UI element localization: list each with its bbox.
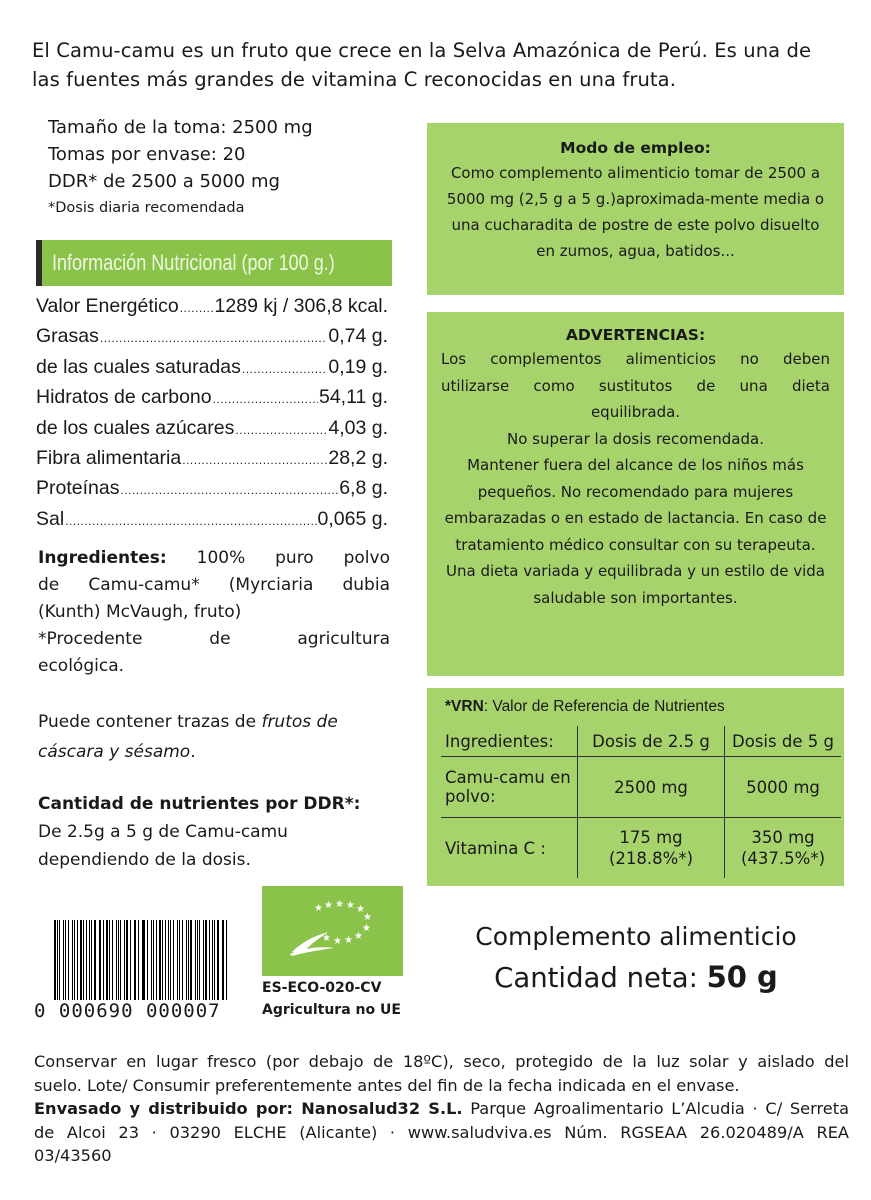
svg-text:★: ★ (324, 900, 333, 911)
nutrition-header-title: Información Nutricional (por 100 g.) (52, 250, 335, 275)
barcode-number: 0 000690 000007 (34, 1000, 221, 1022)
vrn-row (441, 818, 841, 879)
distributor-address-1: Parque Agroalimentario L’Alcudia · C/ Serreta (462, 1099, 849, 1118)
ingredients-text-1: 100% puro polvo (166, 548, 390, 568)
vrn-title-rest: : Valor de Referencia de Nutrientes (483, 698, 725, 715)
warning-1-line-2: utilizarse como sustitutos de una dieta (441, 376, 830, 395)
vrn-row-dose-2 (725, 818, 842, 879)
nutrition-value: 28,2 g. (328, 446, 388, 469)
barcode-bar (100, 920, 101, 1000)
vrn-row-label: Camu-camu en polvo: (441, 757, 578, 818)
net-quantity (428, 960, 844, 994)
svg-text:★: ★ (322, 933, 331, 944)
barcode-bar (153, 920, 154, 1000)
barcode-bar (203, 920, 204, 1000)
traces-line-1 (38, 707, 390, 737)
dose-info (48, 114, 313, 221)
usage-body: Como complemento alimenticio tomar de 2500 a 5000 mg (2,5 g a 5 g.)aproximada-mente media o una cucharadita de postre de este polvo disuelto en zumos, agua, batidos... (446, 164, 825, 260)
footer-line-5: 03/43560 (34, 1146, 112, 1165)
vrn-row (441, 757, 841, 818)
traces-prefix: Puede contener trazas de (38, 712, 262, 732)
nutrition-label: de los cuales azúcares (36, 416, 235, 439)
barcode-bar (135, 920, 136, 1000)
barcode-bar (217, 920, 219, 1000)
nutrition-value: 4,03 g. (328, 416, 388, 439)
barcode-bar (165, 920, 166, 1000)
svg-text:★: ★ (354, 931, 363, 942)
distributor-name: Envasado y distribuido por: Nanosalud32 S.L. (34, 1099, 463, 1118)
barcode-bar (74, 920, 75, 1000)
barcode-bar (209, 920, 210, 1000)
barcode-bar (170, 920, 171, 1000)
vrn-row-dose-1 (578, 818, 725, 879)
ingredients-line-4: *Procedente de agricultura (38, 629, 390, 649)
traces-suffix: . (190, 742, 196, 762)
nutrition-label: Grasas (36, 325, 99, 348)
barcode-bar (89, 920, 90, 1000)
barcode-bar (124, 920, 125, 1000)
nutrition-value: 0,19 g. (328, 355, 388, 378)
nutrition-label: Sal (36, 507, 65, 530)
svg-text:★: ★ (362, 923, 371, 934)
barcode-bar (120, 920, 121, 1000)
vrn-box (427, 688, 844, 886)
vrn-header-dose-1: Dosis de 2.5 g (578, 726, 725, 757)
intro-line-1: El Camu-camu es un fruto que crece en la Selva Amazónica de Perú. Es una de (32, 39, 812, 62)
barcode-bar (173, 920, 174, 1000)
nutrition-row (36, 295, 388, 325)
nutrition-value: 0,065 g. (317, 507, 388, 530)
svg-text:★: ★ (314, 903, 323, 914)
barcode-bar (118, 920, 119, 1000)
nutrition-value: 54,11 g. (318, 386, 388, 409)
nutrition-value: 1289 kj / 306,8 kcal. (214, 295, 388, 317)
svg-text:★: ★ (356, 904, 365, 915)
barcode-bar (151, 920, 152, 1000)
barcode-bar (63, 920, 64, 1000)
svg-text:★: ★ (363, 912, 372, 923)
usage-title: Modo de empleo: (560, 139, 711, 157)
allergen-traces (38, 707, 390, 767)
barcode-bar (57, 920, 58, 1000)
dot-leader (182, 453, 327, 467)
barcode-bar (65, 920, 67, 1000)
vrn-percent: (437.5%*) (740, 849, 826, 868)
vrn-row-dose-2: 5000 mg (725, 757, 842, 818)
barcode-bar (222, 920, 223, 1000)
nutrition-value: 0,74 g. (328, 325, 388, 348)
ddr-heading: Cantidad de nutrientes por DDR (38, 794, 345, 814)
barcode-bar (186, 920, 187, 1000)
warning-2: No superar la dosis recomendada. (507, 429, 764, 448)
warning-1-line-3: equilibrada. (590, 403, 681, 421)
barcode-bar (130, 920, 131, 1000)
barcode (54, 920, 230, 1000)
nutrition-row (36, 356, 388, 386)
warning-1-line-1: Los complementos alimenticios no deben (441, 350, 830, 368)
dot-leader (65, 514, 316, 528)
traces-italic-2: cáscara y sésamo (38, 742, 191, 762)
barcode-bar (177, 920, 179, 1000)
svg-text:★: ★ (346, 900, 355, 911)
nutrition-header-bar (36, 240, 42, 286)
barcode-bar (156, 920, 157, 1000)
nutrition-row (36, 386, 388, 416)
vrn-percent: (218.8%*) (608, 849, 694, 868)
nutrition-header (36, 240, 392, 286)
nutrition-row (36, 417, 388, 447)
barcode-bar (205, 920, 207, 1000)
ingredients-line-3: (Kunth) McVaugh, fruto) (38, 602, 242, 622)
net-quantity-label: Cantidad neta: (494, 962, 698, 994)
barcode-bar (109, 920, 110, 1000)
footer-line-4: de Alcoi 23 · 03290 ELCHE (Alicante) · www.saludviva.es Núm. RGSEAA 26.020489/A REA (34, 1122, 849, 1142)
nutrition-row (36, 325, 388, 355)
barcode-bar (126, 920, 128, 1000)
ingredients-line-1 (38, 545, 390, 572)
svg-text:★: ★ (333, 936, 342, 947)
barcode-bar (106, 920, 107, 1000)
ingredients-line-2: de Camu-camu* (Myrciaria dubia (38, 575, 390, 595)
footer-line-3 (34, 1097, 849, 1121)
ddr-heading-suffix: *: (344, 794, 361, 814)
barcode-bar (77, 920, 78, 1000)
ingredients-block (38, 545, 390, 680)
intro-paragraph (32, 36, 847, 94)
barcode-bar (54, 920, 56, 1000)
ingredients-line-5: ecológica. (38, 656, 125, 676)
barcode-bar (68, 920, 69, 1000)
barcode-bar (162, 920, 163, 1000)
barcode-bar (188, 920, 189, 1000)
warning-4: Una dieta variada y equilibrada y un estilo de vida saludable son importantes. (446, 562, 825, 607)
barcode-bar (72, 920, 73, 1000)
barcode-bar (80, 920, 82, 1000)
barcode-bar (199, 920, 200, 1000)
barcode-bar (168, 920, 169, 1000)
barcode-bar (94, 920, 96, 1000)
serving-size: Tamaño de la toma: 2500 mg (48, 117, 313, 138)
barcode-bar (59, 920, 60, 1000)
barcode-bar (195, 920, 196, 1000)
barcode-bar (86, 920, 87, 1000)
barcode-bar (143, 920, 145, 1000)
vrn-title (445, 698, 725, 716)
barcode-bar (99, 920, 100, 1000)
net-quantity-value: 50 g (706, 960, 778, 994)
ddr-heading-line (38, 790, 390, 818)
ddr-footnote: *Dosis diaria recomendada (48, 200, 245, 216)
nutrition-row (36, 508, 388, 538)
nutrition-label: Proteínas (36, 477, 120, 500)
nutrition-value: 6,8 g. (339, 477, 388, 500)
barcode-bar (103, 920, 104, 1000)
ddr-line-2: dependiendo de la dosis. (38, 850, 251, 870)
vrn-title-bold: *VRN (445, 698, 484, 715)
vrn-header-ingredients: Ingredientes: (441, 726, 578, 757)
eco-origin-label: Agricultura no UE (262, 1002, 401, 1018)
nutrition-label: de las cuales saturadas (36, 355, 241, 378)
ddr-range: DDR* de 2500 a 5000 mg (48, 171, 280, 192)
ddr-nutrients-block (38, 790, 390, 874)
warnings-title: ADVERTENCIAS: (565, 326, 706, 344)
vrn-value: 175 mg (619, 828, 683, 847)
barcode-bar (226, 920, 227, 1000)
barcode-bar (182, 920, 183, 1000)
barcode-bar (212, 920, 213, 1000)
nutrition-row (36, 447, 388, 477)
barcode-bar (223, 920, 224, 1000)
nutrition-table (36, 295, 388, 538)
barcode-bar (116, 920, 117, 1000)
footer-line-2: suelo. Lote/ Consumir preferentemente antes del fin de la fecha indicada en el envase. (34, 1075, 740, 1095)
barcode-bar (138, 920, 139, 1000)
dot-leader (100, 331, 328, 345)
dot-leader (235, 423, 327, 437)
vrn-header-dose-2: Dosis de 5 g (725, 726, 842, 757)
dot-leader (213, 392, 318, 406)
warning-3: Mantener fuera del alcance de los niños más pequeños. No recomendado para mujeres embarazadas o en estado de lactancia. En caso de tratamiento médico consultar con su terapeuta. (444, 456, 827, 554)
svg-text:★: ★ (344, 935, 353, 946)
nutrition-label: Valor Energético (36, 295, 179, 317)
vrn-value: 350 mg (751, 828, 815, 847)
warnings-box (427, 312, 844, 676)
ingredients-heading: Ingredientes: (38, 548, 167, 568)
barcode-bar (142, 920, 143, 1000)
dot-leader (180, 301, 214, 315)
barcode-bar (214, 920, 215, 1000)
product-type: Complemento alimenticio (475, 922, 797, 951)
eco-control-code: ES-ECO-020-CV (262, 980, 382, 996)
traces-italic-1: frutos de (261, 712, 338, 732)
nutrition-label: Hidratos de carbono (36, 386, 212, 409)
barcode-bar (134, 920, 135, 1000)
barcode-bar (91, 920, 92, 1000)
intro-line-2: las fuentes más grandes de vitamina C reconocidas en una fruta. (32, 68, 677, 91)
barcode-bar (147, 920, 148, 1000)
usage-box (427, 123, 844, 295)
vrn-header-row (441, 726, 841, 757)
eu-leaf-stars-icon (262, 886, 403, 976)
ddr-line-1: De 2.5g a 5 g de Camu-camu (38, 822, 288, 842)
dot-leader (120, 483, 338, 497)
vrn-table (441, 726, 841, 878)
barcode-bar (179, 920, 180, 1000)
barcode-bar (112, 920, 114, 1000)
barcode-bar (190, 920, 192, 1000)
eu-organic-logo (262, 886, 403, 976)
nutrition-row (36, 477, 388, 507)
vrn-row-dose-1: 2500 mg (578, 757, 725, 818)
warnings-body (441, 346, 830, 611)
barcode-bar (83, 920, 84, 1000)
footer-line-1: Conservar en lugar fresco (por debajo de 18ºC), seco, protegido de la luz solar y aislado del (34, 1052, 849, 1071)
traces-line-2 (38, 737, 390, 767)
barcode-bar (159, 920, 161, 1000)
dot-leader (242, 362, 327, 376)
nutrition-label: Fibra alimentaria (36, 446, 182, 469)
servings-per-pack: Tomas por envase: 20 (48, 144, 246, 165)
vrn-row-label: Vitamina C : (445, 838, 546, 858)
svg-text:★: ★ (335, 899, 344, 910)
storage-and-distributor (34, 1050, 849, 1168)
barcode-bar (197, 920, 198, 1000)
